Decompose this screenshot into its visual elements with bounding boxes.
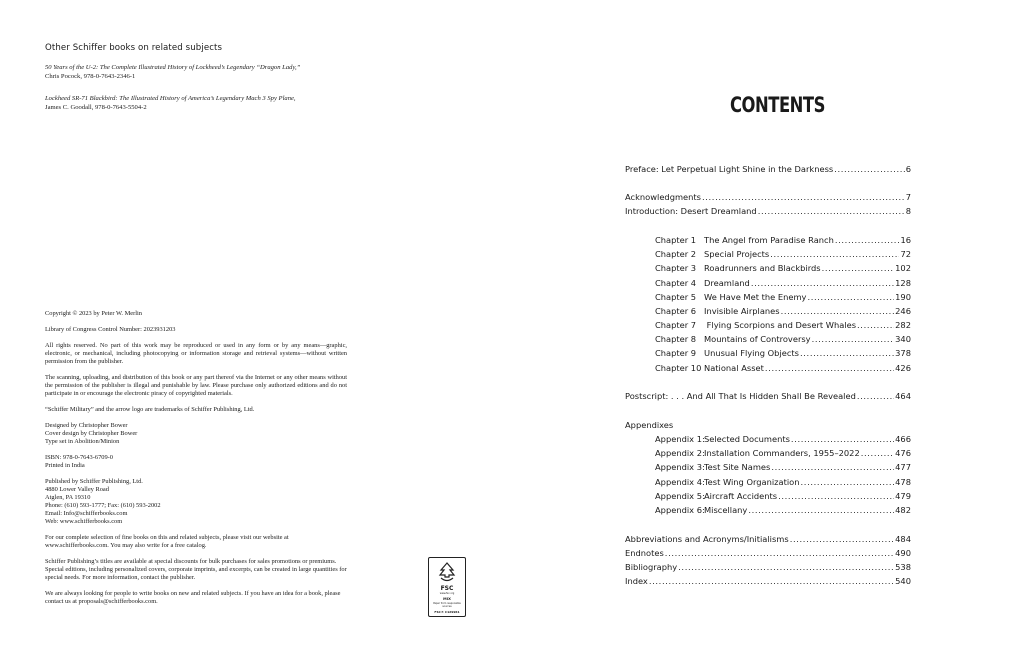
toc-entry xyxy=(625,576,911,587)
chapter-number: Chapter 7 xyxy=(655,320,697,330)
appendix-page: 477 xyxy=(895,462,911,472)
appendixes-heading: Appendixes xyxy=(625,420,674,430)
publisher-street: 4880 Lower Valley Road xyxy=(45,486,109,493)
chapter-title: We Have Met the Enemy xyxy=(704,292,807,302)
toc-appendix xyxy=(655,491,911,502)
dot-leader xyxy=(665,548,894,559)
dot-leader xyxy=(758,206,905,217)
toc-chapter xyxy=(655,334,911,345)
toc-appendix xyxy=(655,477,911,488)
fsc-tree-icon xyxy=(437,562,457,584)
publisher-web: Web: www.schifferbooks.com xyxy=(45,518,123,525)
dot-leader xyxy=(835,235,900,246)
chapter-number: Chapter 2 xyxy=(655,249,697,259)
toc-entry-title: Index xyxy=(625,576,648,586)
toc-entry-page: 7 xyxy=(905,192,911,202)
rights-paragraph: All rights reserved. No part of this work may be reproduced or used in any form or by any means—graphic, electronic, or mechanical, including photocopying or information storage and retrieval systems—without written permission from the publisher. xyxy=(45,342,347,365)
toc-chapter xyxy=(655,278,911,289)
printed-line: Printed in India xyxy=(45,462,85,469)
dot-leader xyxy=(765,363,894,374)
publisher-email: Email: Info@schifferbooks.com xyxy=(45,510,128,517)
appendix-page: 476 xyxy=(895,448,911,458)
copyright-line: Copyright © 2023 by Peter W. Merlin xyxy=(45,310,142,317)
chapter-page: 426 xyxy=(895,363,911,373)
fsc-name: FSC xyxy=(440,585,454,592)
trademark-line: “Schiffer Military” and the arrow logo are trademarks of Schiffer Publishing, Ltd. xyxy=(45,406,255,413)
dot-leader xyxy=(807,292,894,303)
chapter-page: 190 xyxy=(895,292,911,302)
appendix-title: Miscellany xyxy=(704,505,748,515)
chapter-title: Special Projects xyxy=(704,249,770,259)
dot-leader xyxy=(790,534,894,545)
toc-entry-preface xyxy=(625,164,911,175)
related-book-details: James C. Goodall, 978-0-7643-5504-2 xyxy=(45,104,147,111)
appendix-number: Appendix 1: xyxy=(655,434,705,444)
discounts-paragraph: Schiffer Publishing’s titles are available at special discounts for bulk purchases for sales promotions or premiums. Special editions, including personalized covers, corporate imprints, and excerpts, can be created in large quantities for special needs. For more information, contact the publisher. xyxy=(45,558,347,581)
chapter-title: Dreamland xyxy=(704,278,750,288)
appendix-number: Appendix 3: xyxy=(655,462,705,472)
dot-leader xyxy=(857,391,894,402)
related-book xyxy=(45,94,296,112)
dot-leader xyxy=(702,192,905,203)
dot-leader xyxy=(800,348,894,359)
appendix-title: Aircraft Accidents xyxy=(704,491,778,501)
toc-entry xyxy=(625,192,911,203)
appendix-title: Test Wing Organization xyxy=(704,477,800,487)
dot-leader xyxy=(781,306,895,317)
publisher-name: Published by Schiffer Publishing, Ltd. xyxy=(45,478,143,485)
chapter-page: 72 xyxy=(900,249,911,259)
dot-leader xyxy=(822,263,895,274)
toc-entry xyxy=(625,534,911,545)
appendix-title: Test Site Names xyxy=(704,462,771,472)
chapter-title: Roadrunners and Blackbirds xyxy=(704,263,821,273)
fsc-site: www.fsc.org xyxy=(439,592,455,595)
chapter-number: Chapter 6 xyxy=(655,306,697,316)
chapter-number: Chapter 5 xyxy=(655,292,697,302)
toc-chapter xyxy=(655,292,911,303)
dot-leader xyxy=(770,249,899,260)
chapter-page: 378 xyxy=(895,348,911,358)
isbn-line: ISBN: 978-0-7643-6709-0 xyxy=(45,454,113,461)
chapter-number: Chapter 9 xyxy=(655,348,697,358)
contents-title: CONTENTS xyxy=(730,93,825,117)
dot-leader xyxy=(678,562,894,573)
copyright-block xyxy=(45,310,347,606)
publisher-city: Atglen, PA 19310 xyxy=(45,494,91,501)
dot-leader xyxy=(649,576,894,587)
catalog-paragraph: For our complete selection of fine books on this and related subjects, please visit our website at www.schifferbooks.com. You may also write for a free catalog. xyxy=(45,534,289,549)
toc-entry-page: 6 xyxy=(905,164,911,174)
designer-line: Designed by Christopher Bower xyxy=(45,422,128,429)
dot-leader xyxy=(771,462,894,473)
toc-entry xyxy=(625,548,911,559)
toc-entry-page: 490 xyxy=(895,548,911,558)
chapter-number: Chapter 8 xyxy=(655,334,697,344)
related-books-heading: Other Schiffer books on related subjects xyxy=(45,43,223,53)
chapter-title: Flying Scorpions and Desert Whales xyxy=(704,320,857,330)
toc-entry-page: 464 xyxy=(895,391,911,401)
toc-entry-postscript xyxy=(625,391,911,402)
fsc-logo xyxy=(428,557,466,617)
toc-entry-title: Abbreviations and Acronyms/Initialisms xyxy=(625,534,789,544)
toc-appendix xyxy=(655,505,911,516)
toc-appendix xyxy=(655,448,911,459)
appendix-title: Selected Documents xyxy=(704,434,790,444)
dot-leader xyxy=(834,164,904,175)
appendix-page: 466 xyxy=(895,434,911,444)
appendix-number: Appendix 5: xyxy=(655,491,705,501)
toc-chapter xyxy=(655,320,911,331)
fsc-paper: Paper from responsible sources xyxy=(433,602,461,608)
appendix-number: Appendix 6: xyxy=(655,505,705,515)
chapter-page: 128 xyxy=(895,278,911,288)
chapter-page: 282 xyxy=(895,320,911,330)
appendix-page: 479 xyxy=(895,491,911,501)
toc-chapter xyxy=(655,363,911,374)
dot-leader xyxy=(791,434,894,445)
toc-entry-title: Endnotes xyxy=(625,548,664,558)
toc-entry-page: 8 xyxy=(905,206,911,216)
chapter-number: Chapter 3 xyxy=(655,263,697,273)
dot-leader xyxy=(857,320,894,331)
cover-design-line: Cover design by Christopher Bower xyxy=(45,430,138,437)
appendix-number: Appendix 4: xyxy=(655,477,705,487)
toc-chapter xyxy=(655,235,911,246)
chapter-page: 246 xyxy=(895,306,911,316)
toc-entry-page: 540 xyxy=(895,576,911,586)
appendix-number: Appendix 2: xyxy=(655,448,705,458)
lccn-line: Library of Congress Control Number: 2023931203 xyxy=(45,326,176,333)
appendix-page: 478 xyxy=(895,477,911,487)
toc-entry-title: Introduction: Desert Dreamland xyxy=(625,206,757,216)
dot-leader xyxy=(812,334,895,345)
publisher-phone: Phone: (610) 593-1777; Fax: (610) 593-2002 xyxy=(45,502,161,509)
toc-entry-page: 484 xyxy=(895,534,911,544)
chapter-number: Chapter 4 xyxy=(655,278,697,288)
related-book-title: 50 Years of the U-2: The Complete Illustrated History of Lockheed’s Legendary “Dragon Lady,” xyxy=(45,64,301,71)
related-book-title: Lockheed SR-71 Blackbird: The Illustrated History of America’s Legendary Mach 3 Spy Plane, xyxy=(45,95,296,102)
proposals-paragraph: We are always looking for people to write books on new and related subjects. If you have an idea for a book, please contact us at proposals@schifferbooks.com. xyxy=(45,590,341,605)
toc-chapter xyxy=(655,348,911,359)
chapter-page: 340 xyxy=(895,334,911,344)
dot-leader xyxy=(751,278,894,289)
related-book-details: Chris Pocock, 978-0-7643-2346-1 xyxy=(45,73,136,80)
toc-entry-title: Bibliography xyxy=(625,562,678,572)
chapter-title: National Asset xyxy=(704,363,764,373)
toc-appendix xyxy=(655,462,911,473)
chapter-page: 16 xyxy=(900,235,911,245)
toc-entry-page: 538 xyxy=(895,562,911,572)
typeset-line: Type set in Abolition/Minion xyxy=(45,438,120,445)
dot-leader xyxy=(748,505,894,516)
toc-entry-title: Preface: Let Perpetual Light Shine in the Darkness xyxy=(625,164,834,174)
piracy-paragraph: The scanning, uploading, and distribution of this book or any part thereof via the Internet or any other means without the permission of the publisher is illegal and punishable by law. Please purchase only authorized editions and do not participate in or encourage the electronic piracy of copyrighted materials. xyxy=(45,374,347,397)
toc-entry xyxy=(625,206,911,217)
toc-chapter xyxy=(655,263,911,274)
toc-chapter xyxy=(655,306,911,317)
chapter-number: Chapter 1 xyxy=(655,235,697,245)
chapter-title: Invisible Airplanes xyxy=(704,306,780,316)
appendix-page: 482 xyxy=(895,505,911,515)
toc-entry-title: Acknowledgments xyxy=(625,192,701,202)
dot-leader xyxy=(801,477,895,488)
dot-leader xyxy=(861,448,894,459)
fsc-code: FSC® C129961 xyxy=(434,610,460,614)
toc-appendix xyxy=(655,434,911,445)
chapter-title: The Angel from Paradise Ranch xyxy=(704,235,834,245)
fsc-mix: MIX xyxy=(443,597,451,601)
toc-entry-title: Postscript: . . . And All That Is Hidden Shall Be Revealed xyxy=(625,391,856,401)
appendix-title: Installation Commanders, 1955–2022 xyxy=(704,448,860,458)
chapter-page: 102 xyxy=(895,263,911,273)
toc-chapter xyxy=(655,249,911,260)
dot-leader xyxy=(778,491,894,502)
chapter-title: Unusual Flying Objects xyxy=(704,348,799,358)
related-book xyxy=(45,63,300,81)
toc-entry xyxy=(625,562,911,573)
chapter-title: Mountains of Controversy xyxy=(704,334,811,344)
chapter-number: Chapter 10 xyxy=(655,363,702,373)
